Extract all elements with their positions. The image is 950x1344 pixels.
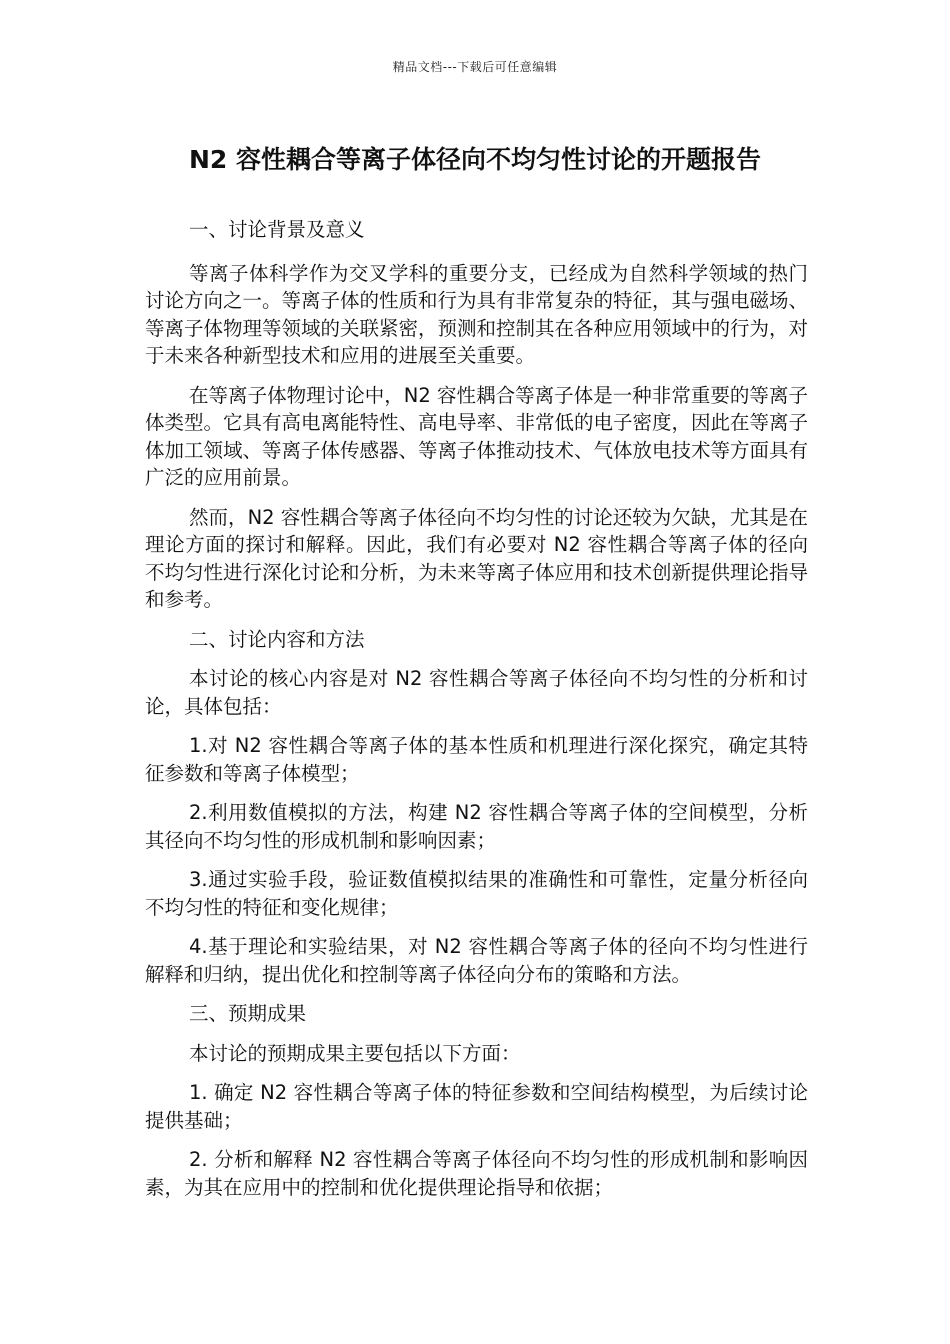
list-item: 4.基于理论和实验结果，对 N2 容性耦合等离子体的径向不均匀性进行解释和归纳，提出优化和控制等离子体径向分布的策略和方法。 (145, 935, 808, 986)
list-item: 1.对 N2 容性耦合等离子体的基本性质和机理进行深化探究，确定其特征参数和等离子体模型； (145, 734, 808, 785)
section-heading-expected-results: 三、预期成果 (189, 1002, 307, 1025)
paragraph: 等离子体科学作为交叉学科的重要分支，已经成为自然科学领域的热门讨论方向之一。等离子体的性质和行为具有非常复杂的特征，其与强电磁场、等离子体物理等领域的关联紧密，预测和控制其在各种应用领域中的行为，对于未来各种新型技术和应用的进展至关重要。 (145, 261, 809, 367)
paragraph: 本讨论的核心内容是对 N2 容性耦合等离子体径向不均匀性的分析和讨论，具体包括： (145, 667, 808, 718)
document-title: N2 容性耦合等离子体径向不均匀性讨论的开题报告 (188, 145, 762, 174)
section-heading-content-methods: 二、讨论内容和方法 (189, 627, 365, 651)
list-item: 2.利用数值模拟的方法，构建 N2 容性耦合等离子体的空间模型，分析其径向不均匀性的形成机制和影响因素； (145, 801, 808, 852)
paragraph: 在等离子体物理讨论中，N2 容性耦合等离子体是一种非常重要的等离子体类型。它具有高电离能特性、高电导率、非常低的电子密度，因此在等离子体加工领域、等离子体传感器、等离子体推动技术、气体放电技术等方面具有广泛的应用前景。 (145, 383, 809, 489)
list-item: 2. 分析和解释 N2 容性耦合等离子体径向不均匀性的形成机制和影响因素，为其在应用中的控制和优化提供理论指导和依据； (145, 1148, 808, 1199)
document-body (145, 216, 808, 1213)
list-item: 1. 确定 N2 容性耦合等离子体的特征参数和空间结构模型，为后续讨论提供基础； (145, 1081, 808, 1132)
section-heading-background: 一、讨论背景及意义 (189, 218, 365, 241)
paragraph: 本讨论的预期成果主要包括以下方面： (189, 1041, 521, 1065)
list-item: 3.通过实验手段，验证数值模拟结果的准确性和可靠性，定量分析径向不均匀性的特征和变化规律； (145, 868, 808, 919)
header-note: 精品文档---下载后可任意编辑 (392, 60, 558, 74)
paragraph: 然而，N2 容性耦合等离子体径向不均匀性的讨论还较为欠缺，尤其是在理论方面的探讨和解释。因此，我们有必要对 N2 容性耦合等离子体的径向不均匀性进行深化讨论和分析，为未来等离子体应用和技术创新提供理论指导和参考。 (145, 505, 809, 611)
